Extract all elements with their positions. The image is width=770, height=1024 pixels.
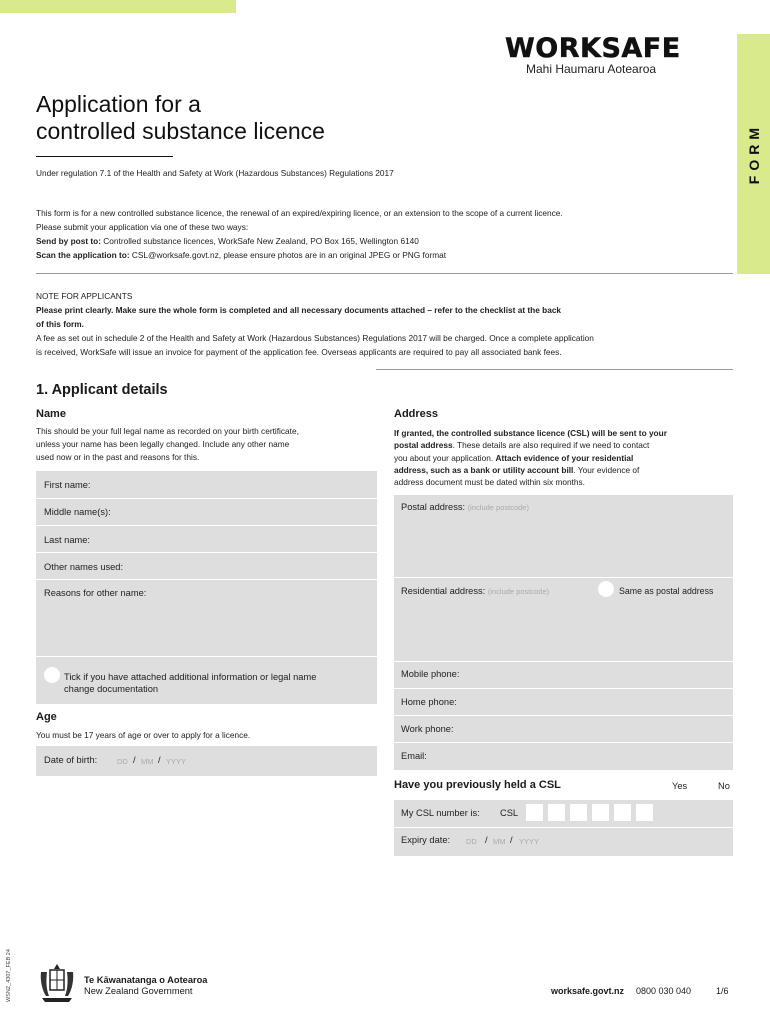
intro-block: This form is for a new controlled substance licence, the renewal of an expired/expiring licence, or an extension to the scope of a current licence. Please submit your application via one of these two ways: Send by post to: Controlled substance licences, WorkSafe New Zealand, PO Box 165, Wellington 6140 Scan the application to: CSL@worksafe.govt.nz, please ensure photos are in an original JPEG or PNG format [36, 208, 563, 260]
csl-yes-option[interactable]: Yes [672, 781, 688, 791]
footer-website-link[interactable]: worksafe.govt.nz [551, 986, 625, 996]
mobile-phone-field[interactable]: Mobile phone: [401, 669, 460, 679]
name-instructions: This should be your full legal name as recorded on your birth certificate, unless your name has been legally changed. Include any other name used now or in the past and reasons for this. [36, 426, 299, 462]
expiry-day-field[interactable]: DD [466, 837, 477, 846]
address-instructions: If granted, the controlled substance licence (CSL) will be sent to your postal address. These details are also required if we need to contact you about your application. Attach evidence of your residential address, such as a bank or utility account bill. Your evidence of address document must be dated within six months. [394, 428, 667, 488]
name-heading: Name [36, 408, 66, 420]
date-slash: / [158, 755, 161, 765]
dob-label: Date of birth: [44, 755, 98, 765]
nz-coat-of-arms-icon [36, 962, 78, 1004]
csl-digit-cell[interactable] [636, 804, 653, 821]
field-separator [394, 577, 733, 578]
gov-name-english: New Zealand Government [84, 986, 193, 996]
form-code: WSNZ_4307_FEB 24 [6, 949, 12, 1002]
divider [36, 273, 733, 274]
expiry-month-field[interactable]: MM [493, 837, 506, 846]
form-tab-label: FORM [745, 123, 762, 185]
worksafe-logo: WORKSAFE [505, 33, 681, 64]
field-separator [36, 552, 377, 553]
date-slash: / [510, 835, 513, 845]
title-rule [36, 156, 173, 157]
work-phone-field[interactable]: Work phone: [401, 724, 454, 734]
postal-address-field[interactable]: Postal address: (include postcode) [401, 502, 529, 512]
date-slash: / [133, 755, 136, 765]
same-as-postal-label: Same as postal address [619, 586, 714, 596]
csl-no-option[interactable]: No [718, 781, 730, 791]
field-separator [36, 656, 377, 657]
note-block: NOTE FOR APPLICANTS Please print clearly. Make sure the whole form is completed and all necessary documents attached – refer to the checklist at the back of this form. A fee as set out in schedule 2 of the Health and Safety at Work (Hazardous Substances) Regulations 2017 will be charged. Once a complete application is received, WorkSafe will issue an invoice for payment of the application fee. Overseas applicants are required to pay all associated bank fees. [36, 291, 594, 357]
csl-digit-cell[interactable] [570, 804, 587, 821]
dob-year-field[interactable]: YYYY [166, 757, 187, 766]
field-separator [36, 498, 377, 499]
field-separator [394, 688, 733, 689]
csl-prefix: CSL [500, 808, 519, 818]
top-accent-bar [0, 0, 236, 13]
csl-digit-cell[interactable] [526, 804, 543, 821]
dob-month-field[interactable]: MM [141, 757, 154, 766]
csl-digit-cell[interactable] [614, 804, 631, 821]
csl-number-label: My CSL number is: [401, 808, 480, 818]
same-as-postal-checkbox[interactable] [598, 581, 614, 597]
date-slash: / [485, 835, 488, 845]
age-heading: Age [36, 711, 57, 723]
additional-info-label: Tick if you have attached additional information or legal name change documentation [64, 672, 317, 694]
age-instructions: You must be 17 years of age or over to apply for a licence. [36, 730, 251, 740]
reasons-other-name-field[interactable]: Reasons for other name: [44, 588, 147, 598]
dob-day-field[interactable]: DD [117, 757, 128, 766]
gov-name-maori: Te Kāwanatanga o Aotearoa [84, 975, 208, 985]
field-separator [36, 525, 377, 526]
logo-tagline: Mahi Haumaru Aotearoa [526, 62, 657, 76]
additional-info-checkbox[interactable] [44, 667, 60, 683]
first-name-field[interactable]: First name: [44, 480, 91, 490]
section-heading: 1. Applicant details [36, 382, 168, 398]
csl-question: Have you previously held a CSL [394, 779, 561, 791]
other-names-field[interactable]: Other names used: [44, 562, 124, 572]
residential-address-field[interactable]: Residential address: (include postcode) [401, 586, 550, 596]
email-field[interactable]: Email: [401, 751, 427, 761]
home-phone-field[interactable]: Home phone: [401, 697, 457, 707]
field-separator [394, 715, 733, 716]
page-number: 1/6 [716, 986, 729, 996]
field-separator [394, 827, 733, 828]
regulation-text: Under regulation 7.1 of the Health and Safety at Work (Hazardous Substances) Regulations 2017 [36, 168, 394, 178]
csl-digit-cell[interactable] [592, 804, 609, 821]
csl-digit-cell[interactable] [548, 804, 565, 821]
field-separator [394, 742, 733, 743]
field-separator [36, 579, 377, 580]
field-separator [394, 661, 733, 662]
page-title: Application for a controlled substance licence [36, 91, 325, 144]
address-heading: Address [394, 408, 439, 420]
expiry-date-label: Expiry date: [401, 835, 451, 845]
last-name-field[interactable]: Last name: [44, 535, 90, 545]
footer-phone: 0800 030 040 [636, 986, 692, 996]
divider [376, 369, 733, 370]
expiry-year-field[interactable]: YYYY [519, 837, 540, 846]
middle-name-field[interactable]: Middle name(s): [44, 507, 111, 517]
